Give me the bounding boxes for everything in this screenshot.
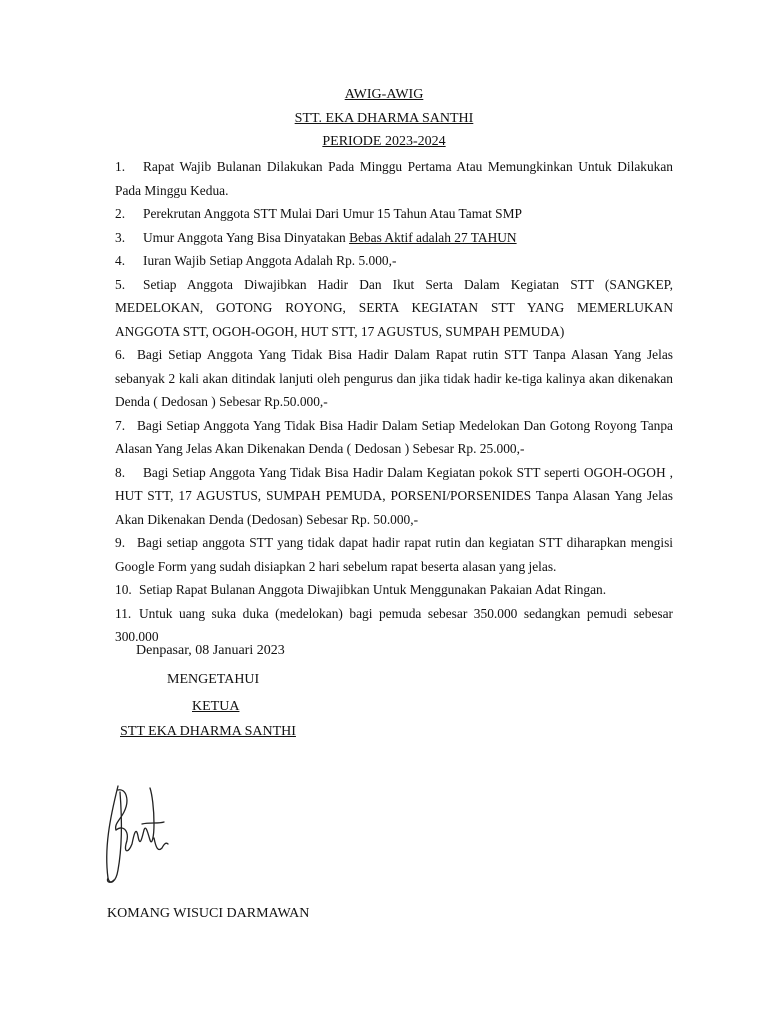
rule-text: Untuk uang suka duka (medelokan) bagi pemuda sebesar 350.000 sedangkan pemudi sebesar 300.000 xyxy=(115,605,673,644)
rule-text: Bagi Setiap Anggota Yang Tidak Bisa Hadir Dalam Kegiatan pokok STT seperti OGOH-OGOH , HUT STT, 17 AGUSTUS, SUMPAH PEMUDA, PORSENI/PORSENIDES Tanpa Alasan Yang Jelas Akan Dikenakan Denda (Dedosan) Sebesar Rp. 50.000,- xyxy=(115,464,673,527)
rule-item-6 xyxy=(115,343,673,414)
rule-text xyxy=(115,226,673,250)
rule-item-4 xyxy=(115,249,673,273)
rule-number: 6. xyxy=(115,347,126,362)
rule-item-7 xyxy=(115,414,673,461)
rule-item-5 xyxy=(115,273,673,344)
rule-item-8 xyxy=(115,461,673,532)
acknowledged-label: MENGETAHUI xyxy=(167,672,260,687)
rule-item-3 xyxy=(115,226,673,250)
rule-text: Perekrutan Anggota STT Mulai Dari Umur 15 Tahun Atau Tamat SMP xyxy=(143,206,522,221)
rule-number: 5. xyxy=(115,276,126,292)
rule-text: Bagi setiap anggota STT yang tidak dapat hadir rapat rutin dan kegiatan STT diharapkan mengisi Google Form yang sudah disiapkan 2 hari sebelum rapat beserta alasan yang jelas. xyxy=(115,535,673,574)
place-date: Denpasar, 08 Januari 2023 xyxy=(136,643,285,658)
organization-title: STT. EKA DHARMA SANTHI xyxy=(294,111,474,126)
rule-item-9 xyxy=(115,531,673,578)
rule-text: Bagi Setiap Anggota Yang Tidak Bisa Hadir Dalam Setiap Medelokan Dan Gotong Royong Tanpa Alasan Yang Jelas Akan Dikenakan Denda ( Dedosan ) Sebesar Rp. 25.000,- xyxy=(115,417,673,456)
rule-number: 11. xyxy=(115,605,132,621)
signer-name: KOMANG WISUCI DARMAWAN xyxy=(107,906,310,921)
rule-item-10 xyxy=(115,578,673,602)
rule-text: Setiap Rapat Bulanan Anggota Diwajibkan Untuk Menggunakan Pakaian Adat Ringan. xyxy=(139,582,607,597)
rule-text: Bagi Setiap Anggota Yang Tidak Bisa Hadir Dalam Rapat rutin STT Tanpa Alasan Yang Jelas sebanyak 2 kali akan ditindak lanjuti oleh pengurus dan jika tidak hadir ke-tiga kalinya akan dikenakan Denda ( Dedosan ) Sebesar Rp.50.000,- xyxy=(115,347,673,409)
organization-label: STT EKA DHARMA SANTHI xyxy=(120,724,296,739)
rule-item-2 xyxy=(115,202,673,226)
rules-list xyxy=(115,155,673,649)
rule-number: 1. xyxy=(115,159,126,174)
rule-text: Rapat Wajib Bulanan Dilakukan Pada Minggu Pertama Atau Memungkinkan Untuk Dilakukan Pada Minggu Kedua. xyxy=(115,159,673,198)
rule-number: 3. xyxy=(115,229,126,245)
rule-number: 4. xyxy=(115,253,126,268)
rule-text: Setiap Anggota Diwajibkan Hadir Dan Ikut Serta Dalam Kegiatan STT (SANGKEP, MEDELOKAN, GOTONG ROYONG, SERTA KEGIATAN STT YANG MEMERLUKAN ANGGOTA STT, OGOH-OGOH, HUT STT, 17 AGUSTUS, SUMPAH PEMUDA) xyxy=(115,276,673,339)
rule-text: Iuran Wajib Setiap Anggota Adalah Rp. 5.000,- xyxy=(143,253,397,268)
rule-number: 10. xyxy=(115,582,132,597)
rule-number: 9. xyxy=(115,535,126,550)
rule-text-plain: Umur Anggota Yang Bisa Dinyatakan xyxy=(143,229,350,245)
role-label: KETUA xyxy=(192,699,240,714)
document-title: AWIG-AWIG xyxy=(344,87,424,102)
period-title: PERIODE 2023-2024 xyxy=(322,134,446,149)
signature-icon xyxy=(96,778,176,888)
rule-text-underlined: Bebas Aktif adalah 27 TAHUN xyxy=(349,229,517,245)
rule-item-1 xyxy=(115,155,673,202)
rule-number: 2. xyxy=(115,206,126,221)
rule-number: 8. xyxy=(115,464,126,480)
rule-number: 7. xyxy=(115,417,126,433)
